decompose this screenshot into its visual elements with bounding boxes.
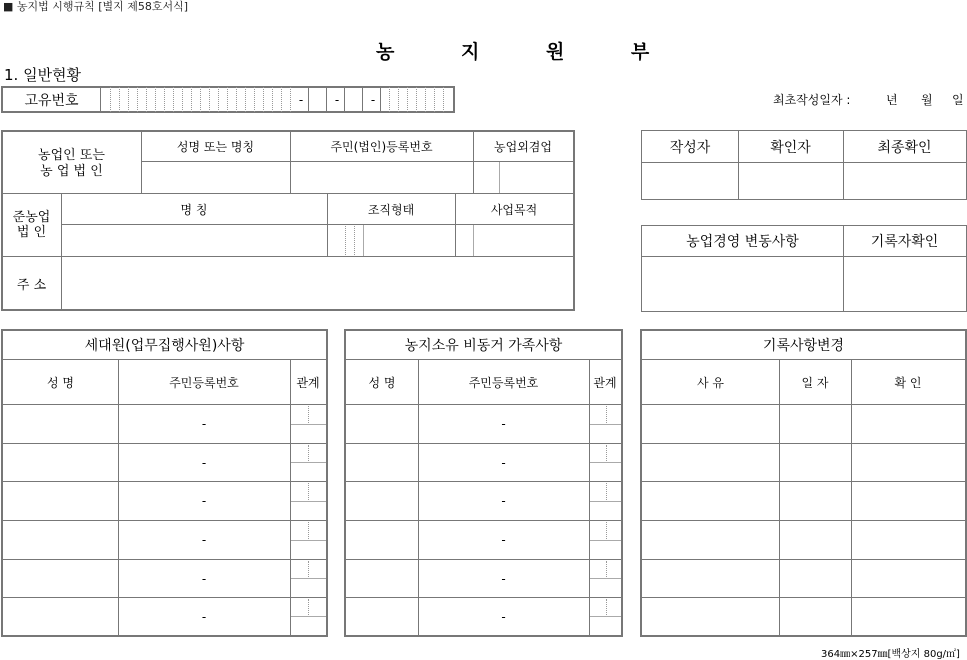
purpose-header: 사업목적: [490, 202, 538, 217]
family-regno-header: 주민등록번호: [468, 375, 539, 390]
table-row[interactable]: [642, 598, 965, 635]
side-job-field[interactable]: [474, 162, 573, 193]
regno-dash: -: [501, 494, 506, 508]
table-row[interactable]: [2, 444, 327, 481]
farmer-label: 농 업 법 인: [40, 163, 103, 179]
regno-dash: -: [501, 455, 506, 470]
checker-header: 확인자: [770, 139, 811, 156]
management-change-header: 농업경영 변동사항: [686, 234, 799, 250]
checker-field[interactable]: [739, 163, 843, 199]
family-relation-header: 관계: [593, 375, 617, 390]
created-date-label: 최초작성일자 :: [773, 93, 851, 107]
name-header: 성명 또는 명칭: [176, 139, 255, 154]
family-title: 농지소유 비동거 가족사항: [404, 338, 563, 354]
writer-field[interactable]: [642, 163, 738, 199]
org-type-header: 조직형태: [367, 202, 415, 217]
table-row[interactable]: [345, 405, 622, 443]
created-year-label: 년: [886, 93, 898, 107]
created-day-label: 일: [952, 93, 964, 107]
table-row[interactable]: [642, 405, 965, 443]
id-number-label: 고유번호: [24, 92, 79, 109]
confirm-header: 확 인: [894, 375, 922, 390]
final-check-field[interactable]: [844, 163, 966, 199]
farmer-label: 농업인 또는: [38, 147, 105, 163]
paper-spec: 364㎜×257㎜[백상지 80g/㎡]: [821, 649, 960, 660]
table-row[interactable]: [2, 521, 327, 559]
page-title: 농 지 원 부: [376, 41, 680, 63]
regulation-reference: ■ 농지법 시행규칙 [별지 제58호서식]: [3, 0, 189, 13]
final-check-header: 최종확인: [877, 139, 932, 156]
table-row[interactable]: [2, 560, 327, 597]
regno-dash: -: [201, 494, 207, 508]
regno-dash: -: [201, 455, 207, 470]
table-row[interactable]: [642, 444, 965, 481]
household-title: 세대원(업무집행사원)사항: [84, 338, 245, 354]
table-row[interactable]: [345, 482, 622, 520]
id-dash: -: [334, 92, 340, 107]
corp-name-field[interactable]: [62, 225, 327, 256]
household-relation-header: 관계: [296, 375, 320, 390]
regno-dash: -: [201, 533, 207, 547]
id-dash: -: [298, 92, 304, 107]
regno-dash: -: [501, 533, 506, 547]
regno-dash: -: [501, 609, 506, 624]
id-dash: -: [370, 92, 376, 107]
table-row[interactable]: [345, 521, 622, 559]
table-row[interactable]: [345, 560, 622, 597]
id-number-cells[interactable]: [101, 87, 454, 112]
quasi-corp-label: 준농업: [12, 209, 51, 225]
regno-dash: -: [201, 609, 207, 624]
regno-dash: -: [501, 571, 506, 586]
recorder-check-header: 기록자확인: [870, 234, 939, 250]
table-row[interactable]: [642, 560, 965, 597]
address-field[interactable]: [62, 257, 573, 310]
purpose-field[interactable]: [456, 225, 573, 256]
recorder-check-field[interactable]: [844, 257, 966, 311]
household-regno-header: 주민등록번호: [169, 375, 239, 390]
org-type-field[interactable]: [328, 225, 455, 256]
address-label: 주 소: [16, 278, 47, 293]
table-row[interactable]: [2, 482, 327, 520]
table-row[interactable]: [642, 482, 965, 520]
side-job-header: 농업외겸업: [494, 139, 552, 154]
date-header: 일 자: [801, 375, 829, 390]
regno-header: 주민(법인)등록번호: [330, 139, 433, 154]
section-title: 1. 일반현황: [4, 66, 82, 84]
management-change-field[interactable]: [642, 257, 843, 311]
regno-dash: -: [201, 571, 207, 586]
corp-name-header: 명 칭: [180, 202, 208, 217]
table-row[interactable]: [2, 405, 327, 443]
table-row[interactable]: [345, 444, 622, 481]
table-row[interactable]: [345, 598, 622, 635]
household-name-header: 성 명: [47, 375, 74, 390]
regno-dash: -: [501, 417, 506, 431]
writer-header: 작성자: [669, 139, 711, 156]
created-month-label: 월: [921, 93, 933, 107]
family-name-header: 성 명: [368, 375, 396, 390]
table-row[interactable]: [2, 598, 327, 635]
regno-dash: -: [201, 417, 207, 431]
reason-header: 사 유: [697, 375, 724, 390]
record-change-title: 기록사항변경: [762, 338, 845, 354]
regno-field[interactable]: [291, 162, 473, 193]
table-row[interactable]: [642, 521, 965, 559]
name-field[interactable]: [142, 162, 290, 193]
quasi-corp-label: 법 인: [16, 224, 47, 240]
